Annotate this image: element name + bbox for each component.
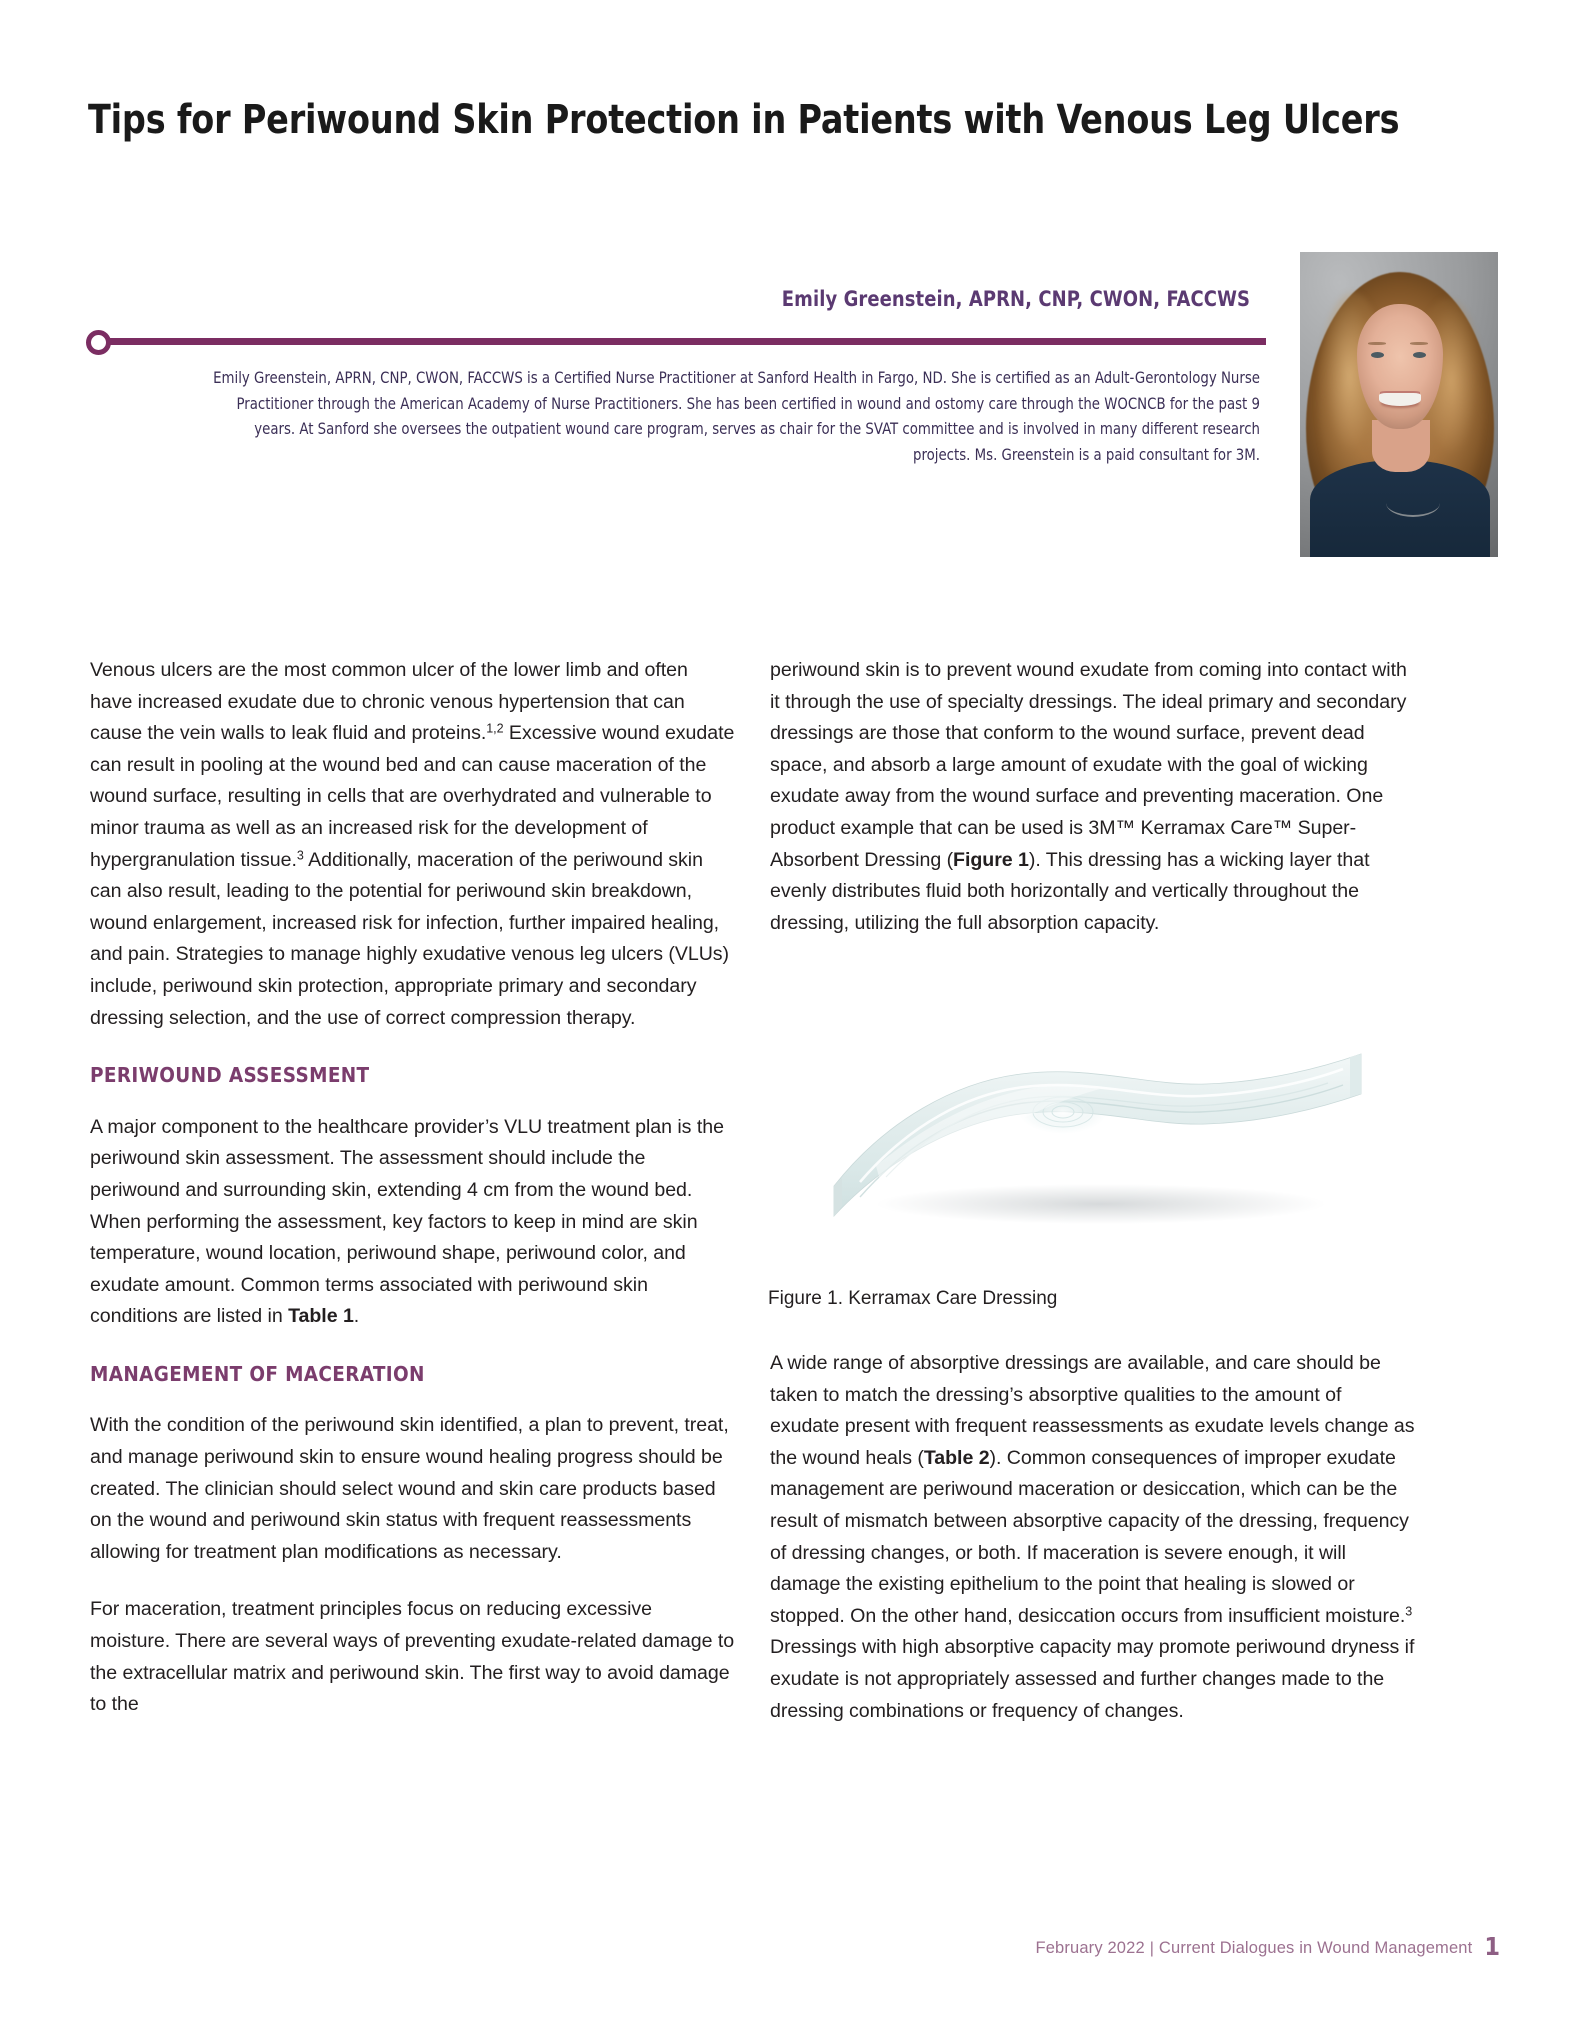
page-footer — [600, 1932, 1500, 1961]
figure-1-reference: Figure 1 — [953, 848, 1029, 871]
right-column — [770, 655, 1415, 939]
paragraph-management: With the condition of the periwound skin identified, a plan to prevent, treat, and manage periwound skin to ensure wound healing progress should be created. The clinician should select wound and skin care products based on the wound and periwound skin status with frequent reassessments allowing for treatment plan modifications as necessary. — [90, 1414, 729, 1563]
horizontal-rule — [108, 338, 1266, 345]
citation-ref: 3 — [1405, 1604, 1413, 1619]
figure-1-image — [768, 998, 1428, 1263]
photo-necklace — [1386, 489, 1440, 517]
right-column-continued — [770, 1348, 1415, 1727]
accent-rule — [86, 330, 1266, 354]
photo-eye-right — [1413, 352, 1426, 358]
photo-eye-left — [1371, 352, 1384, 358]
left-column — [90, 655, 735, 1721]
author-photo — [1300, 252, 1498, 557]
paragraph-maceration-treatment: For maceration, treatment principles focus on reducing excessive moisture. There are several ways of preventing exudate-related damage to the extracellular matrix and periwound skin. The first way to avoid damage to the — [90, 1598, 735, 1716]
table-2-reference: Table 2 — [923, 1446, 990, 1469]
paragraph-periwound-assessment: A major component to the healthcare provider’s VLU treatment plan is the periwound skin assessment. The assessment should include the periwound and surrounding skin, extending 4 cm from the wound bed. When performing the assessment, key factors to keep in mind are skin temperature, wound location, periwound shape, periwound color, and exudate amount. Common terms associated with periwound skin conditions are listed in Table 1. — [90, 1115, 724, 1328]
citation-ref: 3 — [296, 848, 304, 863]
footer-date: February 2022 — [1035, 1939, 1145, 1957]
table-1-reference: Table 1 — [288, 1305, 354, 1328]
section-heading-periwound-assessment: PERIWOUND ASSESSMENT — [90, 1063, 370, 1088]
citation-ref: 1,2 — [486, 721, 504, 736]
paragraph-absorptive-dressings: A wide range of absorptive dressings are available, and care should be taken to match the dressing’s absorptive qualities to the amount of exudate present with frequent reassessments as exudate levels change as the wound heals (Table 2). Common consequences of improper exudate management are periwound maceration or desiccation, which can be the result of mismatch between absorptive capacity of the dressing, frequency of dressing changes, or both. If maceration is severe enough, it will damage the existing epithelium to the point that healing is slowed or stopped. On the other hand, desiccation occurs from insufficient moisture.$^3$ Dressings with high absorptive capacity may promote periwound dryness if exudate is not appropriately assessed and further changes made to the dressing combinations or frequency of changes. — [770, 1352, 1415, 1722]
author-bio: Emily Greenstein, APRN, CNP, CWON, FACCWS is a Certified Nurse Practitioner at Sanford Health in Fargo, ND. She is certified as an Adult-Gerontology Nurse Practitioner through the American Academy of Nurse Practitioners. She has been certified in wound and ostomy care through the WOCNCB for the past 9 years. At Sanford she oversees the outpatient wound care program, serves as chair for the SVAT committee and is involved in many different research projects. Ms. Greenstein is a paid consultant for 3M. — [213, 369, 1261, 464]
paragraph-intro: Venous ulcers are the most common ulcer of the lower limb and often have increased exudate due to chronic venous hypertension that can cause the vein walls to leak fluid and proteins.$^{1,2}$ Excessive wound exudate can result in pooling at the wound bed and can cause maceration of the wound surface, resulting in cells that are overhydrated and vulnerable to minor trauma as well as an increased risk for the development of hypergranulation tissue.$^3$ Additionally, maceration of the periwound skin can also result, leading to the potential for periwound skin breakdown, wound enlargement, increased risk for infection, further impaired healing, and pain. Strategies to manage highly exudative venous leg ulcers (VLUs) include, periwound skin protection, appropriate primary and secondary dressing selection, and the use of correct compression therapy. — [90, 659, 735, 1029]
photo-eyebrow-left — [1368, 342, 1386, 345]
figure-1-caption: Figure 1. Kerramax Care Dressing — [768, 1288, 1058, 1309]
footer-separator: | — [1149, 1940, 1154, 1957]
photo-eyebrow-right — [1410, 342, 1428, 345]
section-heading-management-of-maceration: MANAGEMENT OF MACERATION — [90, 1361, 425, 1386]
page-title: Tips for Periwound Skin Protection in Patients with Venous Leg Ulcers — [88, 97, 1400, 143]
footer-publication: Current Dialogues in Wound Management — [1158, 1939, 1473, 1957]
photo-mouth — [1379, 393, 1421, 406]
kerramax-dressing-illustration — [816, 1046, 1376, 1226]
author-name: Emily Greenstein, APRN, CNP, CWON, FACCWS — [781, 287, 1250, 311]
paragraph-dressings: periwound skin is to prevent wound exudate from coming into contact with it through the use of specialty dressings. The ideal primary and secondary dressings are those that conform to the wound surface, prevent dead space, and absorb a large amount of exudate with the goal of wicking exudate away from the wound surface and preventing maceration. One product example that can be used is 3M™ Kerramax Care™ Super-Absorbent Dressing (Figure 1). This dressing has a wicking layer that evenly distributes fluid both horizontally and vertically throughout the dressing, utilizing the full absorption capacity. — [770, 659, 1407, 934]
page-number: 1 — [1484, 1932, 1500, 1961]
